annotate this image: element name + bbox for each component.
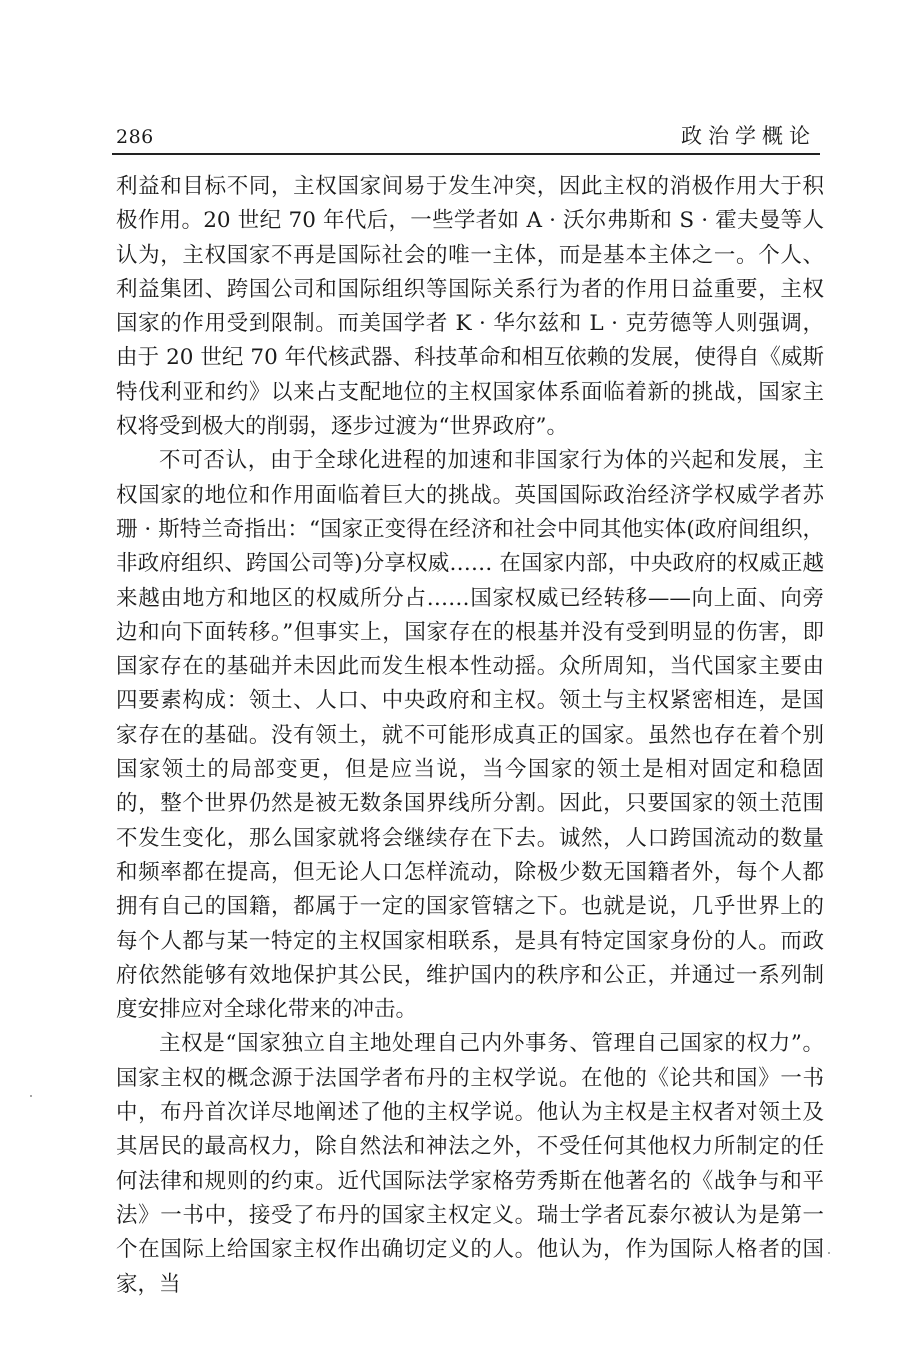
- page-number: 286: [116, 126, 154, 148]
- paragraph-2: 不可否认，由于全球化进程的加速和非国家行为体的兴起和发展，主权国家的地位和作用面临着巨大的挑战。英国国际政治经济学权威学者苏珊 · 斯特兰奇指出：“国家正变得在经济和社会中同其他实体(政府间组织，非政府组织、跨国公司等)分享权威…… 在国家内部，中央政府的权威正越来越由地方和地区的权威所分占……国家权威已经转移——向上面、向旁边和向下面转移。”但事实上，国家存在的根基并没有受到明显的伤害，即国家存在的基础并未因此而发生根本性动摇。众所周知，当代国家主要由四要素构成：领土、人口、中央政府和主权。领土与主权紧密相连，是国家存在的基础。没有领土，就不可能形成真正的国家。虽然也存在着个别国家领土的局部变更，但是应当说，当今国家的领土是相对固定和稳固的，整个世界仍然是被无数条国界线所分割。因此，只要国家的领土范围不发生变化，那么国家就将会继续存在下去。诚然，人口跨国流动的数量和频率都在提高，但无论人口怎样流动，除极少数无国籍者外，每个人都拥有自己的国籍，都属于一定的国家管辖之下。也就是说，几乎世界上的每个人都与某一特定的主权国家相联系，是具有特定国家身份的人。而政府依然能够有效地保护其公民，维护国内的秩序和公正，并通过一系列制度安排应对全球化带来的冲击。: [116, 448, 824, 1023]
- paragraph-3: 主权是“国家独立自主地处理自己内外事务、管理自己国家的权力”。国家主权的概念源于法国学者布丹的主权学说。在他的《论共和国》一书中，布丹首次详尽地阐述了他的主权学说。他认为主权是主权者对领土及其居民的最高权力，除自然法和神法之外，不受任何其他权力所制定的任何法律和规则的约束。近代国际法学家格劳秀斯在他著名的《战争与和平法》一书中，接受了布丹的国家主权定义。瑞士学者瓦泰尔被认为是第一个在国际上给国家主权作出确切定义的人。他认为，作为国际人格者的国家，当: [116, 1031, 824, 1297]
- book-title: 政治学概论: [681, 124, 816, 148]
- paragraph-1: 利益和目标不同，主权国家间易于发生冲突，因此主权的消极作用大于积极作用。20 世纪 70 年代后，一些学者如 A · 沃尔弗斯和 S · 霍夫曼等人认为，主权国家不再是国际社会的唯一主体，而是基本主体之一。个人、利益集团、跨国公司和国际组织等国际关系行为者的作用日益重要，主权国家的作用受到限制。而美国学者 K · 华尔兹和 L · 克劳德等人则强调，由于 20 世纪 70 年代核武器、科技革命和相互依赖的发展，使得自《威斯特伐利亚和约》以来占支配地位的主权国家体系面临着新的挑战，国家主权将受到极大的削弱，逐步过渡为“世界政府”。: [116, 174, 824, 440]
- header-rule: [112, 153, 820, 155]
- running-header: [112, 118, 820, 152]
- margin-speck: [828, 1252, 830, 1254]
- margin-speck: [30, 1095, 32, 1097]
- body-text: [116, 170, 824, 1302]
